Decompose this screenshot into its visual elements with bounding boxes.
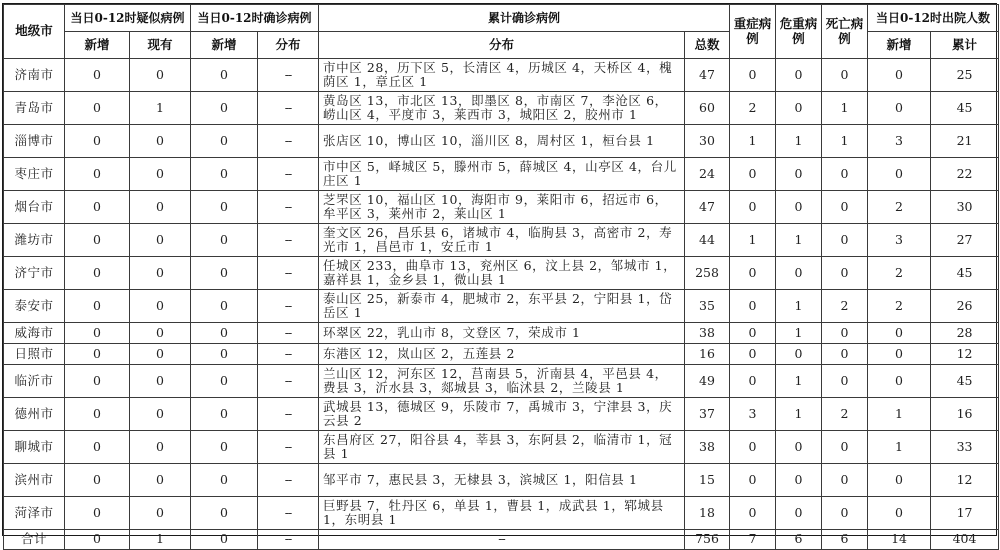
cell-cumulative-total: 60 bbox=[685, 92, 730, 125]
cell-severe: 1 bbox=[730, 125, 776, 158]
cell-suspect-new: 0 bbox=[65, 191, 130, 224]
totals-severe: 7 bbox=[730, 530, 776, 550]
cell-critical: 0 bbox=[776, 431, 822, 464]
cell-discharge-cumulative: 30 bbox=[931, 191, 999, 224]
cell-severe: 0 bbox=[730, 59, 776, 92]
cell-confirm-new: 0 bbox=[191, 158, 258, 191]
cell-suspect-current: 0 bbox=[130, 290, 191, 323]
cell-suspect-current: 0 bbox=[130, 125, 191, 158]
cell-suspect-current: 0 bbox=[130, 191, 191, 224]
cell-discharge-cumulative: 45 bbox=[931, 92, 999, 125]
cell-severe: 0 bbox=[730, 497, 776, 530]
cell-confirm-distribution: -- bbox=[258, 365, 319, 398]
cell-suspect-new: 0 bbox=[65, 365, 130, 398]
cell-death: 1 bbox=[822, 92, 868, 125]
cell-confirm-new: 0 bbox=[191, 431, 258, 464]
cell-suspect-current: 0 bbox=[130, 158, 191, 191]
cell-cumulative-distribution: 任城区 233，曲阜市 13，兖州区 6，汶上县 2，邹城市 1，嘉祥县 1，金乡县 1，微山县 1 bbox=[319, 257, 685, 290]
cell-city: 菏泽市 bbox=[4, 497, 65, 530]
cell-suspect-current: 0 bbox=[130, 224, 191, 257]
table-row bbox=[4, 464, 999, 497]
cell-discharge-new: 2 bbox=[868, 290, 931, 323]
cell-city: 烟台市 bbox=[4, 191, 65, 224]
cell-city: 泰安市 bbox=[4, 290, 65, 323]
cell-city: 日照市 bbox=[4, 344, 65, 365]
cell-confirm-distribution: -- bbox=[258, 158, 319, 191]
table-row bbox=[4, 257, 999, 290]
cell-critical: 0 bbox=[776, 497, 822, 530]
cell-suspect-new: 0 bbox=[65, 125, 130, 158]
table-row bbox=[4, 158, 999, 191]
cell-confirm-distribution: -- bbox=[258, 92, 319, 125]
cell-cumulative-total: 30 bbox=[685, 125, 730, 158]
header-city: 地级市 bbox=[4, 5, 65, 59]
cell-suspect-new: 0 bbox=[65, 257, 130, 290]
cell-discharge-new: 1 bbox=[868, 431, 931, 464]
header-cumulative-distribution: 分布 bbox=[319, 32, 685, 59]
cell-critical: 1 bbox=[776, 398, 822, 431]
cell-confirm-new: 0 bbox=[191, 323, 258, 344]
header-severe: 重症病例 bbox=[730, 5, 776, 59]
cell-city: 济宁市 bbox=[4, 257, 65, 290]
cell-confirm-new: 0 bbox=[191, 257, 258, 290]
totals-row bbox=[4, 530, 999, 550]
cell-critical: 1 bbox=[776, 365, 822, 398]
cell-critical: 0 bbox=[776, 257, 822, 290]
cell-death: 2 bbox=[822, 290, 868, 323]
totals-death: 6 bbox=[822, 530, 868, 550]
cell-discharge-new: 0 bbox=[868, 158, 931, 191]
cell-confirm-distribution: -- bbox=[258, 224, 319, 257]
header-suspect-new: 新增 bbox=[65, 32, 130, 59]
header-cumulative-group: 累计确诊病例 bbox=[319, 5, 730, 32]
cell-death: 0 bbox=[822, 344, 868, 365]
cell-suspect-current: 0 bbox=[130, 398, 191, 431]
cell-severe: 0 bbox=[730, 257, 776, 290]
cell-cumulative-total: 49 bbox=[685, 365, 730, 398]
cell-discharge-new: 0 bbox=[868, 365, 931, 398]
cell-discharge-cumulative: 45 bbox=[931, 257, 999, 290]
table-row bbox=[4, 323, 999, 344]
cell-death: 2 bbox=[822, 398, 868, 431]
cell-critical: 0 bbox=[776, 191, 822, 224]
cell-suspect-new: 0 bbox=[65, 323, 130, 344]
cell-cumulative-distribution: 市中区 28，历下区 5，长清区 4，历城区 4，天桥区 4，槐荫区 1，章丘区 1 bbox=[319, 59, 685, 92]
cell-suspect-new: 0 bbox=[65, 497, 130, 530]
cell-severe: 1 bbox=[730, 224, 776, 257]
cell-cumulative-distribution: 东昌府区 27，阳谷县 4，莘县 3，东阿县 2，临清市 1，冠县 1 bbox=[319, 431, 685, 464]
cell-critical: 1 bbox=[776, 125, 822, 158]
cell-critical: 1 bbox=[776, 224, 822, 257]
cell-suspect-current: 0 bbox=[130, 431, 191, 464]
cell-suspect-current: 0 bbox=[130, 257, 191, 290]
cell-cumulative-distribution: 武城县 13，德城区 9，乐陵市 7，禹城市 3，宁津县 3，庆云县 2 bbox=[319, 398, 685, 431]
cell-discharge-new: 0 bbox=[868, 464, 931, 497]
cell-confirm-distribution: -- bbox=[258, 398, 319, 431]
cell-discharge-new: 0 bbox=[868, 497, 931, 530]
cell-suspect-new: 0 bbox=[65, 344, 130, 365]
cell-cumulative-total: 258 bbox=[685, 257, 730, 290]
cell-confirm-distribution: -- bbox=[258, 344, 319, 365]
cell-suspect-current: 0 bbox=[130, 497, 191, 530]
cell-discharge-cumulative: 22 bbox=[931, 158, 999, 191]
totals-critical: 6 bbox=[776, 530, 822, 550]
cell-death: 0 bbox=[822, 431, 868, 464]
cell-suspect-new: 0 bbox=[65, 158, 130, 191]
cell-confirm-distribution: -- bbox=[258, 497, 319, 530]
totals-discharge-new: 14 bbox=[868, 530, 931, 550]
cell-confirm-distribution: -- bbox=[258, 464, 319, 497]
cell-discharge-cumulative: 12 bbox=[931, 344, 999, 365]
totals-confirm-distribution: -- bbox=[258, 530, 319, 550]
cell-discharge-cumulative: 21 bbox=[931, 125, 999, 158]
cell-cumulative-total: 15 bbox=[685, 464, 730, 497]
table-row bbox=[4, 344, 999, 365]
cell-cumulative-distribution: 邹平市 7，惠民县 3，无棣县 3，滨城区 1，阳信县 1 bbox=[319, 464, 685, 497]
cell-confirm-new: 0 bbox=[191, 224, 258, 257]
cell-suspect-new: 0 bbox=[65, 398, 130, 431]
cell-city: 淄博市 bbox=[4, 125, 65, 158]
cell-discharge-cumulative: 33 bbox=[931, 431, 999, 464]
cell-discharge-new: 2 bbox=[868, 191, 931, 224]
cell-city: 青岛市 bbox=[4, 92, 65, 125]
cell-confirm-new: 0 bbox=[191, 398, 258, 431]
cell-cumulative-distribution: 黄岛区 13，市北区 13，即墨区 8，市南区 7，李沧区 6，崂山区 4，平度市 3，莱西市 3，城阳区 2，胶州市 1 bbox=[319, 92, 685, 125]
header-discharge-cumulative: 累计 bbox=[931, 32, 999, 59]
cell-confirm-distribution: -- bbox=[258, 431, 319, 464]
cell-cumulative-distribution: 东港区 12，岚山区 2，五莲县 2 bbox=[319, 344, 685, 365]
cell-discharge-new: 0 bbox=[868, 59, 931, 92]
cell-confirm-distribution: -- bbox=[258, 59, 319, 92]
cell-cumulative-distribution: 泰山区 25，新泰市 4，肥城市 2，东平县 2，宁阳县 1，岱岳区 1 bbox=[319, 290, 685, 323]
cell-discharge-new: 1 bbox=[868, 398, 931, 431]
cell-confirm-new: 0 bbox=[191, 464, 258, 497]
cell-discharge-cumulative: 16 bbox=[931, 398, 999, 431]
cell-death: 0 bbox=[822, 158, 868, 191]
table-row bbox=[4, 290, 999, 323]
header-confirm-group: 当日0-12时确诊病例 bbox=[191, 5, 319, 32]
cell-cumulative-total: 24 bbox=[685, 158, 730, 191]
cell-critical: 0 bbox=[776, 158, 822, 191]
header-confirm-new: 新增 bbox=[191, 32, 258, 59]
cell-city: 枣庄市 bbox=[4, 158, 65, 191]
table-row bbox=[4, 365, 999, 398]
cell-critical: 1 bbox=[776, 323, 822, 344]
table-row bbox=[4, 125, 999, 158]
cell-suspect-new: 0 bbox=[65, 224, 130, 257]
cell-confirm-new: 0 bbox=[191, 365, 258, 398]
cell-cumulative-total: 44 bbox=[685, 224, 730, 257]
header-critical: 危重病例 bbox=[776, 5, 822, 59]
cell-cumulative-distribution: 巨野县 7，牡丹区 6，单县 1，曹县 1，成武县 1，郓城县 1，东明县 1 bbox=[319, 497, 685, 530]
covid-case-table bbox=[3, 4, 999, 550]
cell-discharge-cumulative: 45 bbox=[931, 365, 999, 398]
cell-death: 0 bbox=[822, 59, 868, 92]
table-row bbox=[4, 191, 999, 224]
cell-suspect-current: 0 bbox=[130, 365, 191, 398]
cell-cumulative-total: 16 bbox=[685, 344, 730, 365]
table-row bbox=[4, 398, 999, 431]
cell-severe: 0 bbox=[730, 344, 776, 365]
cell-discharge-cumulative: 25 bbox=[931, 59, 999, 92]
cell-suspect-new: 0 bbox=[65, 290, 130, 323]
totals-confirm-new: 0 bbox=[191, 530, 258, 550]
covid-case-table-sheet bbox=[2, 3, 997, 547]
cell-suspect-current: 0 bbox=[130, 323, 191, 344]
cell-cumulative-distribution: 张店区 10，博山区 10，淄川区 8，周村区 1，桓台县 1 bbox=[319, 125, 685, 158]
cell-death: 0 bbox=[822, 464, 868, 497]
cell-severe: 0 bbox=[730, 158, 776, 191]
cell-critical: 0 bbox=[776, 344, 822, 365]
cell-confirm-new: 0 bbox=[191, 497, 258, 530]
cell-cumulative-total: 18 bbox=[685, 497, 730, 530]
table-body bbox=[4, 59, 999, 530]
cell-suspect-new: 0 bbox=[65, 59, 130, 92]
cell-suspect-new: 0 bbox=[65, 464, 130, 497]
cell-severe: 0 bbox=[730, 464, 776, 497]
cell-cumulative-distribution: 市中区 5，峄城区 5，滕州市 5，薛城区 4，山亭区 4，台儿庄区 1 bbox=[319, 158, 685, 191]
header-suspect-group: 当日0-12时疑似病例 bbox=[65, 5, 191, 32]
cell-severe: 2 bbox=[730, 92, 776, 125]
totals-cumulative-total: 756 bbox=[685, 530, 730, 550]
cell-cumulative-total: 47 bbox=[685, 59, 730, 92]
cell-cumulative-total: 37 bbox=[685, 398, 730, 431]
header-confirm-distribution: 分布 bbox=[258, 32, 319, 59]
cell-death: 1 bbox=[822, 125, 868, 158]
cell-cumulative-distribution: 奎文区 26，昌乐县 6，诸城市 4，临朐县 3，高密市 2，寿光市 1，昌邑市 1，安丘市 1 bbox=[319, 224, 685, 257]
cell-critical: 1 bbox=[776, 290, 822, 323]
cell-confirm-new: 0 bbox=[191, 92, 258, 125]
cell-death: 0 bbox=[822, 224, 868, 257]
cell-death: 0 bbox=[822, 323, 868, 344]
header-death: 死亡病例 bbox=[822, 5, 868, 59]
cell-discharge-cumulative: 12 bbox=[931, 464, 999, 497]
cell-discharge-new: 3 bbox=[868, 125, 931, 158]
cell-city: 临沂市 bbox=[4, 365, 65, 398]
header-suspect-current: 现有 bbox=[130, 32, 191, 59]
cell-confirm-new: 0 bbox=[191, 125, 258, 158]
cell-suspect-current: 0 bbox=[130, 464, 191, 497]
header-discharge-group: 当日0-12时出院人数 bbox=[868, 5, 999, 32]
cell-death: 0 bbox=[822, 257, 868, 290]
cell-confirm-new: 0 bbox=[191, 59, 258, 92]
cell-suspect-current: 0 bbox=[130, 59, 191, 92]
cell-suspect-new: 0 bbox=[65, 431, 130, 464]
table-row bbox=[4, 224, 999, 257]
cell-discharge-cumulative: 26 bbox=[931, 290, 999, 323]
cell-discharge-new: 3 bbox=[868, 224, 931, 257]
cell-severe: 0 bbox=[730, 431, 776, 464]
cell-confirm-distribution: -- bbox=[258, 191, 319, 224]
cell-city: 滨州市 bbox=[4, 464, 65, 497]
totals-label: 合计 bbox=[4, 530, 65, 550]
cell-cumulative-total: 47 bbox=[685, 191, 730, 224]
cell-discharge-cumulative: 27 bbox=[931, 224, 999, 257]
cell-discharge-new: 2 bbox=[868, 257, 931, 290]
cell-cumulative-distribution: 环翠区 22，乳山市 8，文登区 7，荣成市 1 bbox=[319, 323, 685, 344]
totals-discharge-cumulative: 404 bbox=[931, 530, 999, 550]
cell-severe: 0 bbox=[730, 323, 776, 344]
table-row bbox=[4, 497, 999, 530]
cell-confirm-distribution: -- bbox=[258, 290, 319, 323]
cell-suspect-new: 0 bbox=[65, 92, 130, 125]
cell-severe: 0 bbox=[730, 365, 776, 398]
cell-confirm-distribution: -- bbox=[258, 125, 319, 158]
cell-severe: 3 bbox=[730, 398, 776, 431]
cell-death: 0 bbox=[822, 191, 868, 224]
cell-cumulative-total: 38 bbox=[685, 323, 730, 344]
cell-discharge-new: 0 bbox=[868, 344, 931, 365]
cell-confirm-new: 0 bbox=[191, 290, 258, 323]
cell-severe: 0 bbox=[730, 290, 776, 323]
cell-critical: 0 bbox=[776, 92, 822, 125]
cell-cumulative-distribution: 芝罘区 10，福山区 10，海阳市 9，莱阳市 6，招远市 6，牟平区 3，莱州市 2，莱山区 1 bbox=[319, 191, 685, 224]
cell-city: 聊城市 bbox=[4, 431, 65, 464]
table-row bbox=[4, 59, 999, 92]
cell-city: 济南市 bbox=[4, 59, 65, 92]
cell-city: 德州市 bbox=[4, 398, 65, 431]
cell-critical: 0 bbox=[776, 59, 822, 92]
totals-suspect-current: 1 bbox=[130, 530, 191, 550]
cell-cumulative-distribution: 兰山区 12，河东区 12，莒南县 5，沂南县 4，平邑县 4，费县 3，沂水县 3，郯城县 3，临沭县 2，兰陵县 1 bbox=[319, 365, 685, 398]
cell-confirm-new: 0 bbox=[191, 344, 258, 365]
cell-confirm-distribution: -- bbox=[258, 323, 319, 344]
cell-death: 0 bbox=[822, 497, 868, 530]
cell-critical: 0 bbox=[776, 464, 822, 497]
table-row bbox=[4, 431, 999, 464]
table-row bbox=[4, 92, 999, 125]
cell-confirm-new: 0 bbox=[191, 191, 258, 224]
cell-cumulative-total: 38 bbox=[685, 431, 730, 464]
cell-city: 潍坊市 bbox=[4, 224, 65, 257]
cell-discharge-new: 0 bbox=[868, 92, 931, 125]
totals-suspect-new: 0 bbox=[65, 530, 130, 550]
cell-suspect-current: 1 bbox=[130, 92, 191, 125]
header-discharge-new: 新增 bbox=[868, 32, 931, 59]
cell-confirm-distribution: -- bbox=[258, 257, 319, 290]
totals-cumulative-distribution: -- bbox=[319, 530, 685, 550]
cell-discharge-new: 0 bbox=[868, 323, 931, 344]
header-cumulative-total: 总数 bbox=[685, 32, 730, 59]
cell-suspect-current: 0 bbox=[130, 344, 191, 365]
cell-severe: 0 bbox=[730, 191, 776, 224]
cell-death: 0 bbox=[822, 365, 868, 398]
cell-discharge-cumulative: 28 bbox=[931, 323, 999, 344]
cell-discharge-cumulative: 17 bbox=[931, 497, 999, 530]
cell-cumulative-total: 35 bbox=[685, 290, 730, 323]
cell-city: 威海市 bbox=[4, 323, 65, 344]
